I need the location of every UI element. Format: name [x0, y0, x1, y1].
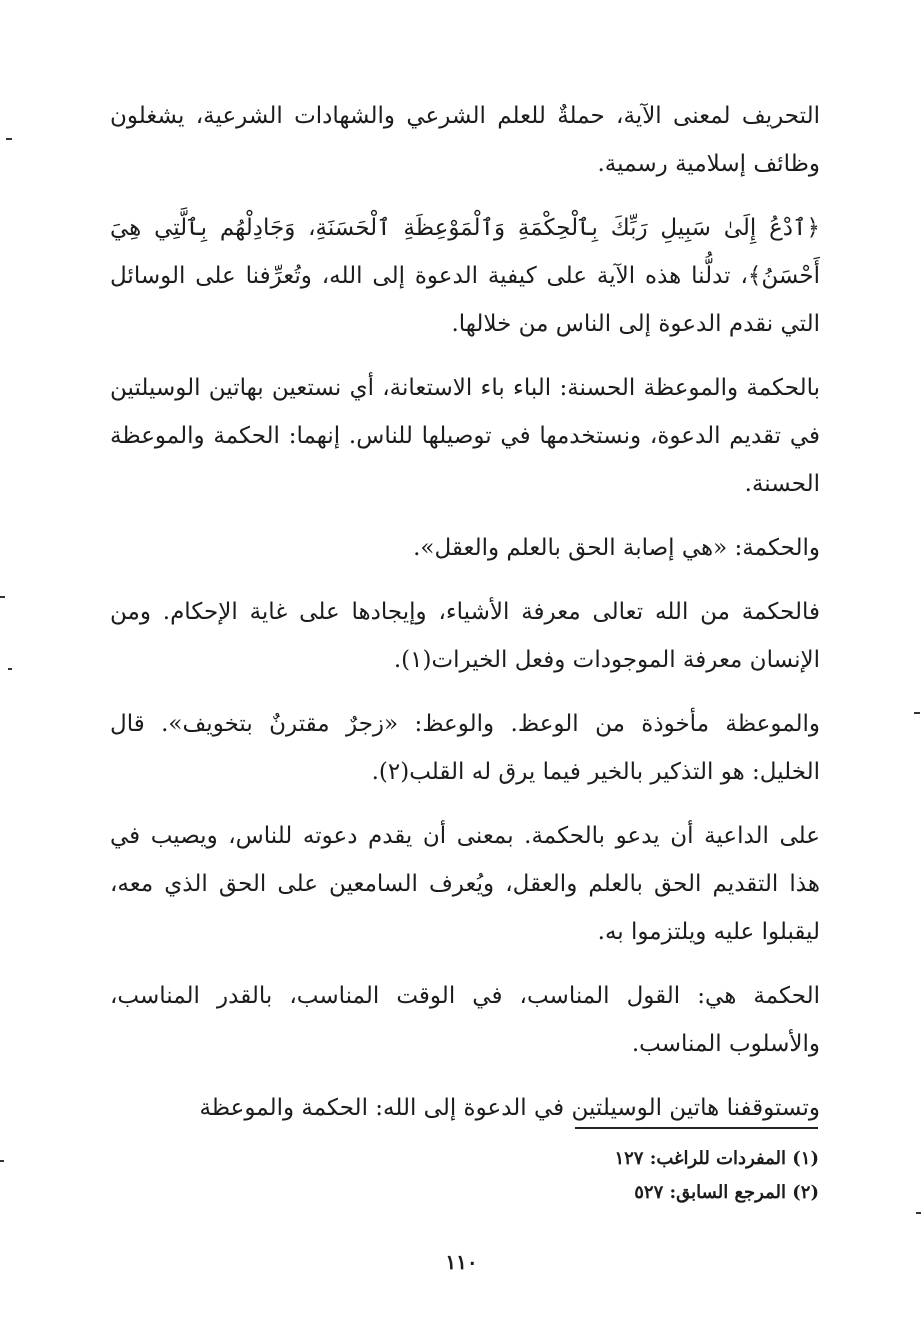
footnote-2: (٢) المرجع السابق: ٥٢٧	[634, 1182, 819, 1203]
paragraph-9: وتستوقفنا هاتين الوسيلتين في الدعوة إلى الله: الحكمة والموعظة	[199, 1095, 820, 1121]
paragraph-3: بالحكمة والموعظة الحسنة: الباء باء الاستعانة، أي نستعين بهاتين الوسيلتين في تقديم الدعوة، ونستخدمها في توصيلها للناس. إنهما: الحكمة والموعظة الحسنة.	[110, 375, 820, 497]
paragraph-5: فالحكمة من الله تعالى معرفة الأشياء، وإيجادها على غاية الإحكام. ومن الإنسان معرفة الموجودات وفعل الخيرات(١).	[110, 599, 820, 673]
paragraph-2-quran-verse: ﴿ٱدْعُ إِلَىٰ سَبِيلِ رَبِّكَ بِٱلْحِكْمَةِ وَٱلْمَوْعِظَةِ ٱلْحَسَنَةِ، وَجَادِلْهُم بِٱلَّتِي هِيَ أَحْسَنُ﴾، تدلُّنا هذه الآية على كيفية الدعوة إلى الله، وتُعرِّفنا على الوسائل التي نقدم الدعوة إلى الناس من خلالها.	[110, 215, 820, 337]
scan-mark-left-1	[6, 138, 12, 140]
paragraph-7: على الداعية أن يدعو بالحكمة. بمعنى أن يقدم دعوته للناس، ويصيب في هذا التقديم الحق بالعلم والعقل، ويُعرف السامعين على الحق الذي معه، ليقبلوا عليه ويلتزموا به.	[110, 823, 820, 945]
paragraph-4: والحكمة: «هي إصابة الحق بالعلم والعقل».	[413, 535, 820, 561]
page-number: ١١٠	[445, 1250, 478, 1274]
paragraph-8: الحكمة هي: القول المناسب، في الوقت المناسب، بالقدر المناسب، والأسلوب المناسب.	[110, 983, 820, 1057]
footnote-divider	[575, 1127, 818, 1129]
scan-mark-left-2	[0, 596, 5, 598]
page-body	[110, 92, 820, 1148]
scan-mark-right-1	[914, 712, 920, 714]
scan-mark-left-4	[0, 1160, 4, 1162]
scan-mark-right-2	[916, 1212, 921, 1214]
paragraph-6: والموعظة مأخوذة من الوعظ. والوعظ: «زجرٌ مقترنٌ بتخويف». قال الخليل: هو التذكير بالخير فيما يرق له القلب(٢).	[110, 711, 820, 785]
paragraph-1: التحريف لمعنى الآية، حملةٌ للعلم الشرعي والشهادات الشرعية، يشغلون وظائف إسلامية رسمية.	[110, 103, 820, 177]
footnotes	[479, 1142, 819, 1210]
scan-mark-left-3	[8, 668, 12, 670]
footnote-1: (١) المفردات للراغب: ١٢٧	[614, 1148, 819, 1169]
